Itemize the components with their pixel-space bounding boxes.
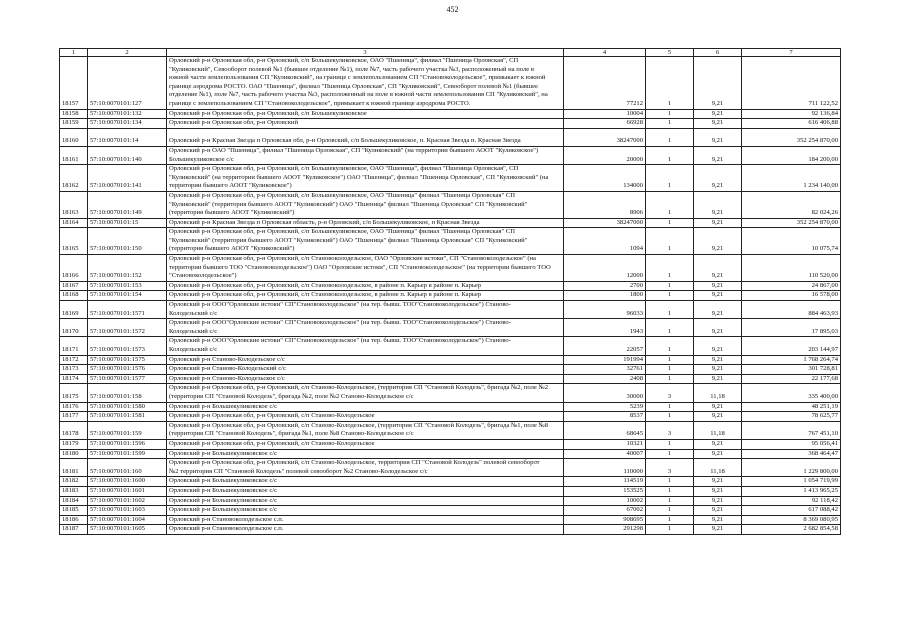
group-cell: 1 <box>646 301 694 319</box>
cadastral-number-cell: 57:10:0070101:153 <box>88 281 167 291</box>
cost-cell: 95 056,41 <box>742 439 841 449</box>
rate-cell: 9,21 <box>694 365 742 375</box>
rate-cell: 9,21 <box>694 525 742 535</box>
cadastral-number-cell: 57:10:0070101:1601 <box>88 486 167 496</box>
area-cell: 68645 <box>564 421 646 439</box>
cadastral-number-cell: 57:10:0070101:14 <box>88 128 167 146</box>
group-cell: 3 <box>646 384 694 402</box>
cost-cell: 1 234 140,00 <box>742 165 841 192</box>
area-cell: 10321 <box>564 439 646 449</box>
location-description-cell: Орловский р-н Становоколодезьское с.п. <box>167 515 564 525</box>
area-cell: 20000 <box>564 146 646 164</box>
cadastral-number-cell: 57:10:0070101:1604 <box>88 515 167 525</box>
group-cell: 1 <box>646 439 694 449</box>
cost-cell: 616 406,88 <box>742 119 841 129</box>
area-cell: 12000 <box>564 255 646 282</box>
area-cell: 8906 <box>564 191 646 218</box>
table-row <box>60 228 841 255</box>
cadastral-number-cell: 57:10:0070101:1575 <box>88 355 167 365</box>
rate-cell: 9,21 <box>694 146 742 164</box>
group-cell: 1 <box>646 191 694 218</box>
area-cell: 1800 <box>564 291 646 301</box>
cadastral-number-cell: 57:10:0070101:134 <box>88 119 167 129</box>
row-number-cell: 18169 <box>60 301 88 319</box>
group-cell: 1 <box>646 412 694 422</box>
cost-cell: 884 463,93 <box>742 301 841 319</box>
cost-cell: 110 520,00 <box>742 255 841 282</box>
group-cell: 1 <box>646 515 694 525</box>
rate-cell: 9,21 <box>694 374 742 384</box>
row-number-cell: 18161 <box>60 146 88 164</box>
page-number: 452 <box>446 5 459 14</box>
table-row <box>60 355 841 365</box>
location-description-cell: Орловский р-н Становоколодезьское с.п. <box>167 525 564 535</box>
header-row <box>60 49 841 57</box>
row-number-cell: 18172 <box>60 355 88 365</box>
column-header: 2 <box>88 49 167 57</box>
row-number-cell: 18186 <box>60 515 88 525</box>
group-cell: 3 <box>646 421 694 439</box>
row-number-cell: 18168 <box>60 291 88 301</box>
table-row <box>60 402 841 412</box>
cost-cell: 368 464,47 <box>742 449 841 459</box>
cost-cell: 24 867,00 <box>742 281 841 291</box>
cadastral-number-cell: 57:10:0070101:159 <box>88 421 167 439</box>
cost-cell: 352 254 870,00 <box>742 218 841 228</box>
table-row <box>60 496 841 506</box>
table-row <box>60 57 841 110</box>
location-description-cell: Орловский р-н ООО"Орловские истоки" СП"Становоколодезьское" (на тер. бывш. ТОО"Становоколодезьское") Станово- Колодезьский с/с <box>167 301 564 319</box>
row-number-cell: 18180 <box>60 449 88 459</box>
location-description-cell: Орловский р-н Станово-Колодезьский с/с <box>167 365 564 375</box>
area-cell: 908695 <box>564 515 646 525</box>
group-cell: 1 <box>646 402 694 412</box>
rate-cell: 9,21 <box>694 439 742 449</box>
rate-cell: 9,21 <box>694 337 742 355</box>
rate-cell: 9,21 <box>694 218 742 228</box>
group-cell: 1 <box>646 355 694 365</box>
area-cell: 40007 <box>564 449 646 459</box>
rate-cell: 9,21 <box>694 128 742 146</box>
row-number-cell: 18171 <box>60 337 88 355</box>
rate-cell: 9,21 <box>694 255 742 282</box>
table-row <box>60 301 841 319</box>
table-row <box>60 374 841 384</box>
cadastral-number-cell: 57:10:0070101:154 <box>88 291 167 301</box>
table-row <box>60 477 841 487</box>
table-row <box>60 218 841 228</box>
cadastral-number-cell: 57:10:0070101:140 <box>88 146 167 164</box>
table-row <box>60 384 841 402</box>
table-row <box>60 449 841 459</box>
table-row <box>60 128 841 146</box>
cadastral-number-cell: 57:10:0070101:1605 <box>88 525 167 535</box>
cost-cell: 1 768 264,74 <box>742 355 841 365</box>
cadastral-number-cell: 57:10:0070101:1602 <box>88 496 167 506</box>
row-number-cell: 18178 <box>60 421 88 439</box>
area-cell: 22057 <box>564 337 646 355</box>
cadastral-number-cell: 57:10:0070101:1599 <box>88 449 167 459</box>
cost-cell: 48 251,19 <box>742 402 841 412</box>
area-cell: 2408 <box>564 374 646 384</box>
location-description-cell: Орловский р-н Большекуликовское с/с <box>167 486 564 496</box>
group-cell: 1 <box>646 119 694 129</box>
location-description-cell: Орловский р-н Орловская обл, р-н Орловский, с/п Большекуликовское <box>167 109 564 119</box>
column-header: 7 <box>742 49 841 57</box>
cadastral-number-cell: 57:10:0070101:152 <box>88 255 167 282</box>
table-row <box>60 486 841 496</box>
table-row <box>60 412 841 422</box>
group-cell: 1 <box>646 477 694 487</box>
row-number-cell: 18166 <box>60 255 88 282</box>
table-row <box>60 165 841 192</box>
location-description-cell: Орловский р-н Орловская обл, р-н Орловский, с/п Становоколодезьское, в районе п. Карьер в районе п. Карьер <box>167 291 564 301</box>
group-cell: 1 <box>646 57 694 110</box>
row-number-cell: 18167 <box>60 281 88 291</box>
cadastral-number-cell: 57:10:0070101:15 <box>88 218 167 228</box>
location-description-cell: Орловский р-н Станово-Колодезьское с/с <box>167 355 564 365</box>
rate-cell: 9,21 <box>694 57 742 110</box>
row-number-cell: 18159 <box>60 119 88 129</box>
cost-cell: 17 895,03 <box>742 319 841 337</box>
row-number-cell: 18179 <box>60 439 88 449</box>
table-row <box>60 319 841 337</box>
location-description-cell: Орловский р-н Большекуликовское с/с <box>167 402 564 412</box>
table-row <box>60 337 841 355</box>
cost-cell: 352 254 870,00 <box>742 128 841 146</box>
area-cell: 32761 <box>564 365 646 375</box>
cost-cell: 82 024,26 <box>742 191 841 218</box>
cost-cell: 711 122,52 <box>742 57 841 110</box>
table-row <box>60 109 841 119</box>
group-cell: 1 <box>646 374 694 384</box>
area-cell: 96033 <box>564 301 646 319</box>
group-cell: 1 <box>646 128 694 146</box>
area-cell: 10004 <box>564 109 646 119</box>
cadastral-number-cell: 57:10:0070101:1573 <box>88 337 167 355</box>
rate-cell: 9,21 <box>694 291 742 301</box>
location-description-cell: Орловский р-н Большекуликовское с/с <box>167 449 564 459</box>
cadastral-number-cell: 57:10:0070101:1580 <box>88 402 167 412</box>
location-description-cell: Орловский р-н ОАО "Пшеница", филиал "Пшеница Орловская", СП "Куликовский" (на территории бывшего АООТ "Куликовское") Большекуликовское с/с <box>167 146 564 164</box>
rate-cell: 9,21 <box>694 301 742 319</box>
cadastral-number-cell: 57:10:0070101:1571 <box>88 301 167 319</box>
group-cell: 1 <box>646 449 694 459</box>
row-number-cell: 18184 <box>60 496 88 506</box>
cost-cell: 203 144,97 <box>742 337 841 355</box>
area-cell: 2700 <box>564 281 646 291</box>
table-row <box>60 365 841 375</box>
location-description-cell: Орловский р-н Красная Звезда п Орловская обл, р-н Орловский, с/п Большекуликовское, п. Красная Звезда п. Красная Звезда <box>167 128 564 146</box>
rate-cell: 9,21 <box>694 496 742 506</box>
row-number-cell: 18174 <box>60 374 88 384</box>
rate-cell: 9,21 <box>694 486 742 496</box>
cadastral-table <box>59 48 841 535</box>
rate-cell: 11,18 <box>694 384 742 402</box>
cadastral-number-cell: 57:10:0070101:150 <box>88 228 167 255</box>
area-cell: 134000 <box>564 165 646 192</box>
group-cell: 1 <box>646 365 694 375</box>
area-cell: 5239 <box>564 402 646 412</box>
location-description-cell: Орловский р-н Большекуликовское с/с <box>167 506 564 516</box>
group-cell: 1 <box>646 255 694 282</box>
rate-cell: 9,21 <box>694 477 742 487</box>
rate-cell: 9,21 <box>694 515 742 525</box>
cost-cell: 1 413 965,25 <box>742 486 841 496</box>
area-cell: 8537 <box>564 412 646 422</box>
cost-cell: 92 136,84 <box>742 109 841 119</box>
area-cell: 66928 <box>564 119 646 129</box>
column-header: 5 <box>646 49 694 57</box>
table-row <box>60 291 841 301</box>
table-row <box>60 525 841 535</box>
cadastral-number-cell: 57:10:0070101:1576 <box>88 365 167 375</box>
rate-cell: 9,21 <box>694 506 742 516</box>
location-description-cell: Орловский р-н Орловская обл, р-н Орловский, с/п Станово-Колодезьское, (территория СП "Становой Колодезь", бригада №1, поле №8 (территория СП "Становой Колодезь", бригада №1, поле №8 Станово-Колодезьское с/с <box>167 421 564 439</box>
cost-cell: 1 229 800,00 <box>742 459 841 477</box>
location-description-cell: Орловский р-н Орловская обл, р-н Орловский, с/п Большекуликовское, ОАО "Пшеница" филиал "Пшеница Орловская" СП "Куликовский" (территория бывшего АООТ "Куликовский") ОАО "Пшеница" филиал "Пшеница Орловская" СП "Куликовский" (территория бывшего АООТ "Куликовский") <box>167 191 564 218</box>
cadastral-table-container <box>59 48 840 535</box>
area-cell: 38247000 <box>564 218 646 228</box>
table-row <box>60 515 841 525</box>
area-cell: 67002 <box>564 506 646 516</box>
cadastral-number-cell: 57:10:0070101:1603 <box>88 506 167 516</box>
cost-cell: 10 075,74 <box>742 228 841 255</box>
location-description-cell: Орловский р-н Большекуликовское с/с <box>167 496 564 506</box>
cost-cell: 2 682 854,58 <box>742 525 841 535</box>
area-cell: 114519 <box>564 477 646 487</box>
cost-cell: 617 088,42 <box>742 506 841 516</box>
group-cell: 1 <box>646 218 694 228</box>
table-row <box>60 439 841 449</box>
area-cell: 10002 <box>564 496 646 506</box>
cadastral-number-cell: 57:10:0070101:132 <box>88 109 167 119</box>
rate-cell: 9,21 <box>694 412 742 422</box>
location-description-cell: Орловский р-н Орловская обл, р-н Орловский, с/п Станово-Колодезьское, территория СП "Становой Колодезь" полевой севооборот №2 территория СП "Становой Колодезь" полевой севооборот №2 Станово-Колодезьское с/с <box>167 459 564 477</box>
rate-cell: 9,21 <box>694 281 742 291</box>
table-row <box>60 191 841 218</box>
cost-cell: 16 578,00 <box>742 291 841 301</box>
group-cell: 1 <box>646 496 694 506</box>
group-cell: 1 <box>646 228 694 255</box>
area-cell: 30000 <box>564 384 646 402</box>
row-number-cell: 18160 <box>60 128 88 146</box>
area-cell: 291298 <box>564 525 646 535</box>
cadastral-number-cell: 57:10:0070101:1572 <box>88 319 167 337</box>
group-cell: 3 <box>646 459 694 477</box>
rate-cell: 9,21 <box>694 449 742 459</box>
row-number-cell: 18158 <box>60 109 88 119</box>
column-header: 4 <box>564 49 646 57</box>
cost-cell: 301 728,81 <box>742 365 841 375</box>
cadastral-number-cell: 57:10:0070101:141 <box>88 165 167 192</box>
location-description-cell: Орловский р-н Большекуликовское с/с <box>167 477 564 487</box>
column-header: 1 <box>60 49 88 57</box>
rate-cell: 9,21 <box>694 191 742 218</box>
location-description-cell: Орловский р-н ООО"Орловские истоки" СП"Становоколодезьское" (на тер. бывш. ТОО"Становоколодезьское") Станово- Колодезьский с/с <box>167 337 564 355</box>
table-row <box>60 459 841 477</box>
table-row <box>60 281 841 291</box>
area-cell: 38247000 <box>564 128 646 146</box>
row-number-cell: 18157 <box>60 57 88 110</box>
location-description-cell: Орловский р-н Орловская обл, р-н Орловский <box>167 119 564 129</box>
cadastral-number-cell: 57:10:0070101:158 <box>88 384 167 402</box>
location-description-cell: Орловский р-н Орловская обл, р-н Орловский, с/п Станово-Колодезьское, (территория СП "Становой Колодезь", бригада №2, поле №2 (территория СП "Становой Колодезь", бригада №2, поле №2 Станово-Колодезьское с/с <box>167 384 564 402</box>
location-description-cell: Орловский р-н Орловская обл, р-н Орловский, с/п Становоколодезьское, ОАО "Орловские истоки", СП "Становоколодезьское" (на территории бывшего ТОО "Становоколодезьское") ОАО "Орловские истоки", СП "Становоколодезьское" (на территории бывшего ТОО "Становоколодезьское") <box>167 255 564 282</box>
group-cell: 1 <box>646 281 694 291</box>
cadastral-number-cell: 57:10:0070101:1577 <box>88 374 167 384</box>
location-description-cell: Орловский р-н Красная Звезда п Орловская область, р-н Орловский, с/п Большекуликовское, п Красная Звезда <box>167 218 564 228</box>
group-cell: 1 <box>646 525 694 535</box>
table-row <box>60 146 841 164</box>
area-cell: 153525 <box>564 486 646 496</box>
rate-cell: 11,18 <box>694 421 742 439</box>
rate-cell: 9,21 <box>694 355 742 365</box>
row-number-cell: 18177 <box>60 412 88 422</box>
group-cell: 1 <box>646 146 694 164</box>
row-number-cell: 18164 <box>60 218 88 228</box>
cadastral-number-cell: 57:10:0070101:1600 <box>88 477 167 487</box>
cadastral-number-cell: 57:10:0070101:160 <box>88 459 167 477</box>
group-cell: 1 <box>646 486 694 496</box>
row-number-cell: 18165 <box>60 228 88 255</box>
group-cell: 1 <box>646 506 694 516</box>
area-cell: 110000 <box>564 459 646 477</box>
row-number-cell: 18163 <box>60 191 88 218</box>
group-cell: 1 <box>646 337 694 355</box>
group-cell: 1 <box>646 291 694 301</box>
column-header: 3 <box>167 49 564 57</box>
group-cell: 1 <box>646 165 694 192</box>
group-cell: 1 <box>646 319 694 337</box>
cadastral-number-cell: 57:10:0070101:1596 <box>88 439 167 449</box>
rate-cell: 9,21 <box>694 109 742 119</box>
rate-cell: 11,18 <box>694 459 742 477</box>
row-number-cell: 18170 <box>60 319 88 337</box>
cost-cell: 767 451,10 <box>742 421 841 439</box>
row-number-cell: 18187 <box>60 525 88 535</box>
location-description-cell: Орловский р-н Орловская обл, р-н Орловский, с/п Большекуликовское, ОАО "Пшеница", филиал "Пшеница Орловская", СП "Куликовский", Севооборот полевой №1 (бывшее отделение №1), поле №7, часть рабочего участка №3, расположенный на поле в южной части землепользования СП "Куликовский", на границе с землепользованием СП "Становоколодезьское", примыкает к южной границе аэродрома РОСТО. ОАО "Пшеница", филиал "Пшеница Орловская", СП "Куликовский", Севооборот полевой №1 (бывшее отделение №1), поле №7, часть рабочего участка №3, расположенный на поле в южной части землепользования СП "Куликовский", на границе с землепользованием СП "Становоколодезьское", примыкает к южной границе аэродрома РОСТО. <box>167 57 564 110</box>
rate-cell: 9,21 <box>694 402 742 412</box>
cadastral-number-cell: 57:10:0070101:127 <box>88 57 167 110</box>
area-cell: 191994 <box>564 355 646 365</box>
location-description-cell: Орловский р-н ООО"Орловские истоки" СП"Становоколодезьское" (на тер. бывш. ТОО"Становоколодезьское") Станово- Колодезьский с/с <box>167 319 564 337</box>
cost-cell: 184 200,00 <box>742 146 841 164</box>
location-description-cell: Орловский р-н Орловская обл, р-н Орловский, с/п Станово-Колодезьское <box>167 439 564 449</box>
cost-cell: 22 177,68 <box>742 374 841 384</box>
cadastral-number-cell: 57:10:0070101:149 <box>88 191 167 218</box>
location-description-cell: Орловский р-н Орловская обл, р-н Орловский, с/п Большекуликовское, ОАО "Пшеница" филиал "Пшеница Орловская" СП "Куликовский" (территория бывшего АООТ "Куликовский") ОАО "Пшеница" филиал "Пшеница Орловская" СП "Куликовский" (территория бывшего АООТ "Куликовский") <box>167 228 564 255</box>
rate-cell: 9,21 <box>694 119 742 129</box>
row-number-cell: 18176 <box>60 402 88 412</box>
cost-cell: 1 054 719,99 <box>742 477 841 487</box>
location-description-cell: Орловский р-н Орловская обл, р-н Орловский, с/п Становоколодезьское, в районе п. Карьер в районе п. Карьер <box>167 281 564 291</box>
rate-cell: 9,21 <box>694 228 742 255</box>
table-row <box>60 506 841 516</box>
cadastral-number-cell: 57:10:0070101:1581 <box>88 412 167 422</box>
row-number-cell: 18183 <box>60 486 88 496</box>
row-number-cell: 18162 <box>60 165 88 192</box>
rate-cell: 9,21 <box>694 165 742 192</box>
cost-cell: 335 400,00 <box>742 384 841 402</box>
cost-cell: 78 625,77 <box>742 412 841 422</box>
cost-cell: 8 369 080,95 <box>742 515 841 525</box>
area-cell: 1094 <box>564 228 646 255</box>
cost-cell: 92 118,42 <box>742 496 841 506</box>
column-header: 6 <box>694 49 742 57</box>
area-cell: 77212 <box>564 57 646 110</box>
area-cell: 1943 <box>564 319 646 337</box>
table-row <box>60 255 841 282</box>
table-row <box>60 119 841 129</box>
location-description-cell: Орловский р-н Станово-Колодезьское с/с <box>167 374 564 384</box>
rate-cell: 9,21 <box>694 319 742 337</box>
row-number-cell: 18182 <box>60 477 88 487</box>
table-row <box>60 421 841 439</box>
location-description-cell: Орловский р-н Орловская обл, р-н Орловский, с/п Станово-Колодезьское <box>167 412 564 422</box>
row-number-cell: 18185 <box>60 506 88 516</box>
group-cell: 1 <box>646 109 694 119</box>
row-number-cell: 18173 <box>60 365 88 375</box>
row-number-cell: 18181 <box>60 459 88 477</box>
row-number-cell: 18175 <box>60 384 88 402</box>
location-description-cell: Орловский р-н Орловская обл, р-н Орловский, с/п Большекуликовское, ОАО "Пшеница", филиал "Пшеница Орловская", СП "Куликовский" (на территории бывшего АООТ "Куликовское") ОАО "Пшеница", филиал "Пшеница Орловская", СП "Куликовский" (на территории бывшего АООТ "Куликовское") <box>167 165 564 192</box>
